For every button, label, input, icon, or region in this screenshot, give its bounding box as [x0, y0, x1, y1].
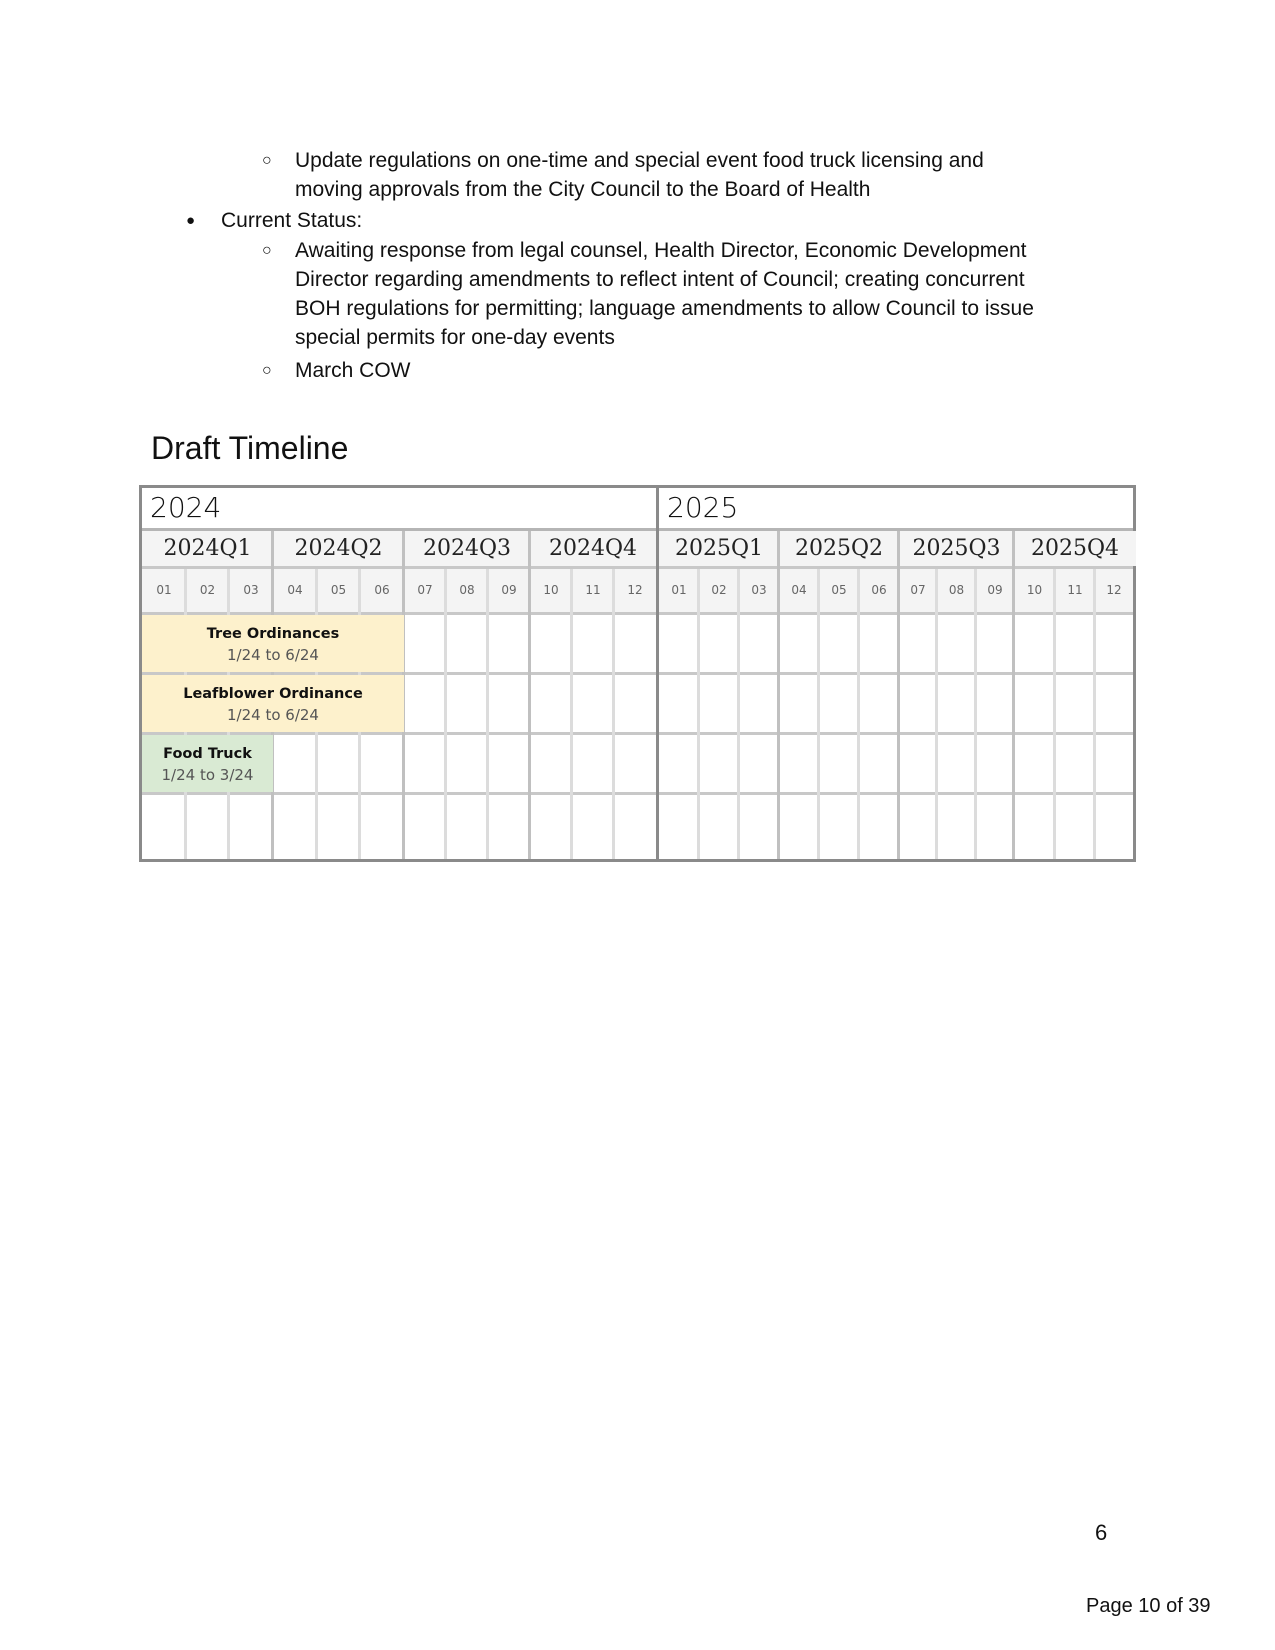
bullet-item: [186, 206, 363, 235]
section-title: Draft Timeline: [151, 430, 349, 466]
timeline-item-range: 1/24 to 6/24: [227, 646, 319, 664]
month-header: 05: [317, 569, 360, 612]
month-header: 09: [488, 569, 530, 612]
bullet-circle-icon: ○: [262, 242, 272, 259]
month-header: 08: [446, 569, 488, 612]
timeline-item-name: Tree Ordinances: [206, 626, 340, 642]
bullet-dot-icon: ●: [186, 212, 196, 229]
bullet-line: March COW: [295, 359, 411, 382]
bullet-line: Update regulations on one-time and special event food truck licensing and: [295, 149, 984, 172]
timeline-item-name: Food Truck: [163, 746, 252, 762]
row-divider: [142, 732, 1133, 735]
month-header: 02: [699, 569, 739, 612]
month-header: 03: [229, 569, 273, 612]
page-footer: Page 10 of 39: [1086, 1595, 1211, 1617]
bullet-line: BOH regulations for permitting; language amendments to allow Council to issue: [295, 297, 1034, 320]
bullet-item: [262, 146, 984, 204]
column-divider: [974, 569, 977, 859]
column-divider: [444, 569, 447, 859]
month-header: 11: [1055, 569, 1095, 612]
column-divider: [1012, 531, 1015, 859]
month-header: 06: [360, 569, 404, 612]
quarter-header: 2025Q2: [779, 531, 899, 566]
year-header: 2024: [150, 491, 222, 524]
bullet-line: Current Status:: [221, 209, 363, 232]
quarter-header: 2024Q4: [530, 531, 656, 566]
timeline-table: [139, 485, 1136, 862]
month-header: 05: [819, 569, 859, 612]
column-divider: [1093, 569, 1096, 859]
month-header: 01: [659, 569, 699, 612]
month-header: 09: [976, 569, 1014, 612]
column-divider: [612, 569, 615, 859]
year-divider: [656, 488, 659, 859]
column-divider: [737, 569, 740, 859]
bullet-item: [262, 356, 411, 385]
column-divider: [817, 569, 820, 859]
page-number: 6: [1095, 1520, 1108, 1545]
column-divider: [935, 569, 938, 859]
month-header: 12: [614, 569, 656, 612]
row-divider: [142, 792, 1133, 795]
bullet-line: Director regarding amendments to reflect intent of Council; creating concurrent: [295, 268, 1025, 291]
month-header: 08: [937, 569, 976, 612]
quarter-header: 2024Q2: [273, 531, 404, 566]
month-header: 04: [273, 569, 317, 612]
timeline-item-name: Leafblower Ordinance: [183, 686, 363, 702]
month-header: 03: [739, 569, 779, 612]
column-divider: [1053, 569, 1056, 859]
month-header: 04: [779, 569, 819, 612]
month-header: 11: [572, 569, 614, 612]
quarter-header: 2024Q3: [404, 531, 530, 566]
timeline-item-range: 1/24 to 3/24: [161, 766, 254, 784]
quarter-header: 2025Q3: [899, 531, 1014, 566]
month-header: 07: [899, 569, 937, 612]
month-header: 02: [186, 569, 229, 612]
column-divider: [777, 531, 780, 859]
column-divider: [570, 569, 573, 859]
row-divider: [142, 566, 1133, 569]
quarter-header: 2025Q1: [659, 531, 779, 566]
quarter-header: 2024Q1: [142, 531, 273, 566]
month-header: 10: [530, 569, 572, 612]
bullet-line: special permits for one-day events: [295, 326, 615, 349]
timeline-bar: [142, 675, 404, 732]
bullet-line: Awaiting response from legal counsel, Health Director, Economic Development: [295, 239, 1027, 262]
bullet-item: [262, 236, 1034, 352]
month-header: 06: [859, 569, 899, 612]
month-header: 01: [142, 569, 186, 612]
year-header: 2025: [667, 491, 739, 524]
bullet-circle-icon: ○: [262, 152, 272, 169]
bullet-line: moving approvals from the City Council to the Board of Health: [295, 178, 871, 201]
column-divider: [857, 569, 860, 859]
quarter-header: 2025Q4: [1014, 531, 1136, 566]
column-divider: [697, 569, 700, 859]
timeline-item-range: 1/24 to 6/24: [227, 706, 319, 724]
column-divider: [528, 531, 531, 859]
column-divider: [897, 531, 900, 859]
month-header: 07: [404, 569, 446, 612]
timeline-bar: [142, 615, 404, 672]
month-header: 10: [1014, 569, 1055, 612]
month-header: 12: [1095, 569, 1133, 612]
bullet-circle-icon: ○: [262, 362, 272, 379]
column-divider: [486, 569, 489, 859]
timeline-bar: [142, 735, 273, 792]
